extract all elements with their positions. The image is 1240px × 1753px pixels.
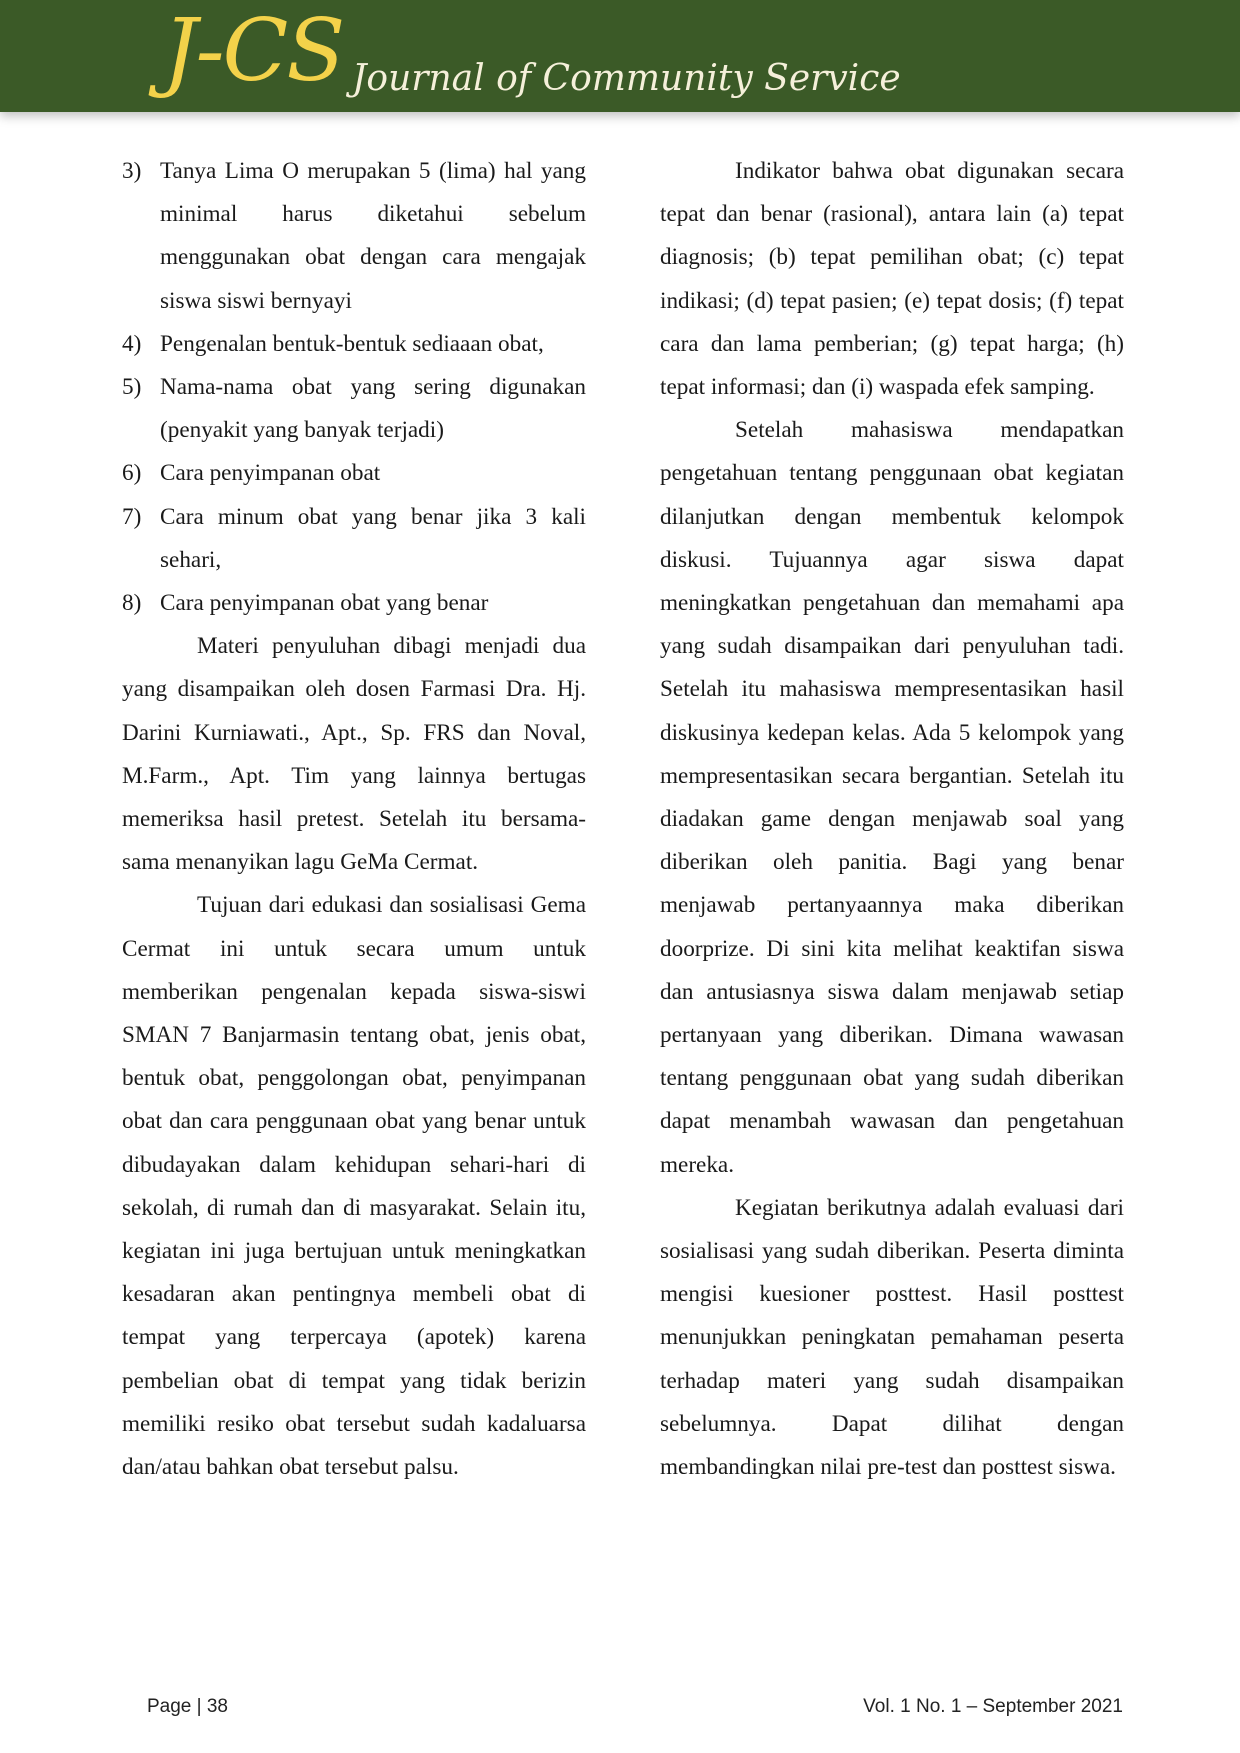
list-number: 5) <box>122 374 142 401</box>
list-item <box>122 323 586 366</box>
list-text: Cara penyimpanan obat yang benar <box>160 590 489 617</box>
volume-info: Vol. 1 No. 1 – September 2021 <box>863 1696 1123 1717</box>
list-text: Nama-nama obat yang sering digunakan (penyakit yang banyak terjadi) <box>160 374 586 444</box>
list-number: 8) <box>122 590 142 617</box>
list-item <box>122 452 586 495</box>
list-item <box>122 496 586 582</box>
journal-title: Journal of Community Service <box>352 58 901 99</box>
body-paragraph: Tujuan dari edukasi dan sosialisasi Gema Cermat ini untuk secara umum untuk memberikan pengenalan kepada siswa-siswi SMAN 7 Banjarmasin tentang obat, jenis obat, bentuk obat, penggolongan obat, penyimpanan obat dan cara penggunaan obat yang benar untuk dibudayakan dalam kehidupan sehari-hari di sekolah, di rumah dan di masyarakat. Selain itu, kegiatan ini juga bertujuan untuk meningkatkan kesadaran akan pentingnya membeli obat di tempat yang terpercaya (apotek) karena pembelian obat di tempat yang tidak berizin memiliki resiko obat tersebut sudah kadaluarsa dan/atau bahkan obat tersebut palsu. <box>122 892 586 1481</box>
list-number: 6) <box>122 460 142 487</box>
list-text: Tanya Lima O merupakan 5 (lima) hal yang minimal harus diketahui sebelum menggunakan obat dengan cara mengajak siswa siswi bernyayi <box>160 158 586 314</box>
list-number: 7) <box>122 503 142 530</box>
page-number: Page | 38 <box>147 1696 229 1717</box>
journal-logo: J-CS <box>163 1 344 101</box>
list-item <box>122 150 586 323</box>
body-paragraph: Setelah mahasiswa mendapatkan pengetahuan tentang penggunaan obat kegiatan dilanjutkan dengan membentuk kelompok diskusi. Tujuannya agar siswa dapat meningkatkan pengetahuan dan memahami apa yang sudah disampaikan dari penyuluhan tadi. Setelah itu mahasiswa mempresentasikan hasil diskusinya kedepan kelas. Ada 5 kelompok yang mempresentasikan secara bergantian. Setelah itu diadakan game dengan menjawab soal yang diberikan oleh panitia. Bagi yang benar menjawab pertanyaannya maka diberikan doorprize. Di sini kita melihat keaktifan siswa dan antusiasnya siswa dalam menjawab setiap pertanyaan yang diberikan. Dimana wawasan tentang penggunaan obat yang sudah diberikan dapat menambah wawasan dan pengetahuan mereka. <box>660 417 1124 1178</box>
body-paragraph: Kegiatan berikutnya adalah evaluasi dari sosialisasi yang sudah diberikan. Peserta diminta mengisi kuesioner posttest. Hasil posttest menunjukkan peningkatan pemahaman peserta terhadap materi yang sudah disampaikan sebelumnya. Dapat dilihat dengan membandingkan nilai pre-test dan posttest siswa. <box>660 1194 1124 1481</box>
list-item <box>122 366 586 452</box>
list-number: 3) <box>122 158 142 184</box>
left-column <box>122 150 586 1489</box>
list-text: Cara penyimpanan obat <box>160 460 381 487</box>
list-item <box>122 582 586 625</box>
list-text: Pengenalan bentuk-bentuk sediaaan obat, <box>160 330 544 357</box>
journal-header <box>0 0 1240 112</box>
body-paragraph: Materi penyuluhan dibagi menjadi dua yang disampaikan oleh dosen Farmasi Dra. Hj. Darini Kurniawati., Apt., Sp. FRS dan Noval, M.Farm., Apt. Tim yang lainnya bertugas memeriksa hasil pretest. Setelah itu bersama-sama menanyikan lagu GeMa Cermat. <box>122 633 586 876</box>
list-number: 4) <box>122 330 142 357</box>
list-text: Cara minum obat yang benar jika 3 kali sehari, <box>160 503 586 573</box>
right-column <box>660 150 1124 1489</box>
body-paragraph: Indikator bahwa obat digunakan secara tepat dan benar (rasional), antara lain (a) tepat diagnosis; (b) tepat pemilihan obat; (c) tepat indikasi; (d) tepat pasien; (e) tepat dosis; (f) tepat cara dan lama pemberian; (g) tepat harga; (h) tepat informasi; dan (i) waspada efek samping. <box>660 158 1124 401</box>
